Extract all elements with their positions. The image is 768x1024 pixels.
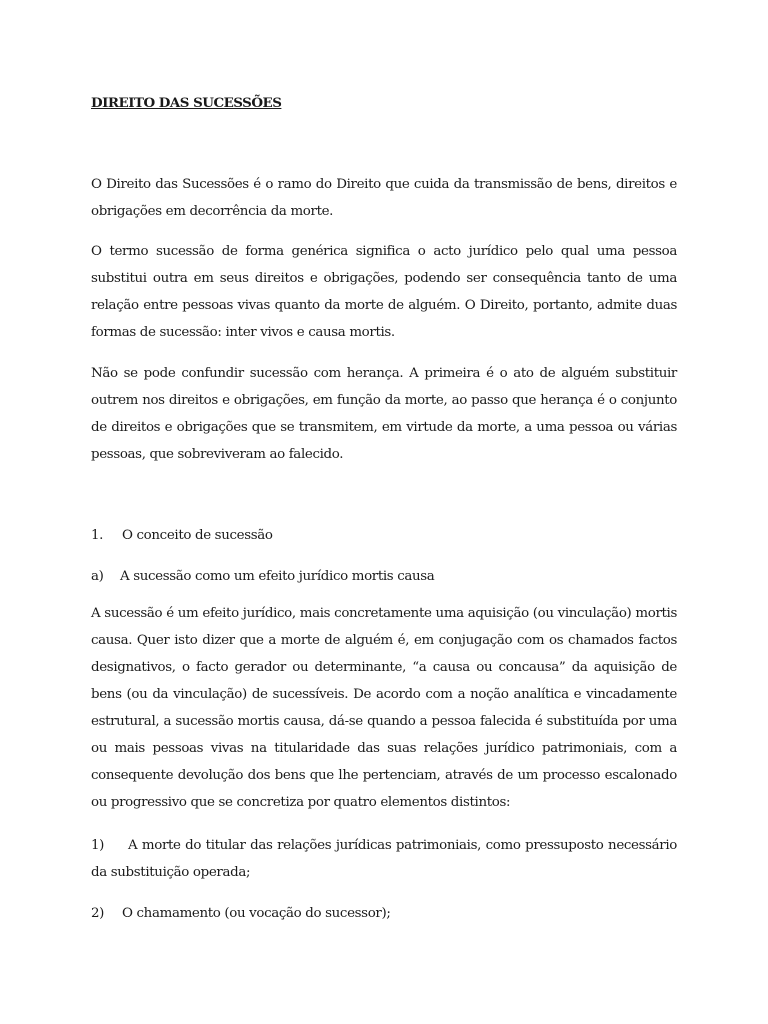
element-text: O chamamento (ou vocação do sucessor); (122, 906, 391, 921)
intro-paragraph: O Direito das Sucessões é o ramo do Direito que cuida da transmissão de bens, direitos e obrigações em decorrência da morte. (91, 177, 677, 219)
section-heading (91, 522, 677, 549)
succession-definition-paragraph: O termo sucessão de forma genérica significa o acto jurídico pelo qual uma pessoa substitui outra em seus direitos e obrigações, podendo ser consequência tanto de uma relação entre pessoas vivas quanto da morte de alguém. O Direito, portanto, admite duas formas de sucessão: inter vivos e causa mortis. (91, 244, 677, 340)
section-title: O conceito de sucessão (122, 528, 273, 543)
succession-vs-inheritance-paragraph: Não se pode confundir sucessão com herança. A primeira é o ato de alguém substituir outrem nos direitos e obrigações, em função da morte, ao passo que herança é o conjunto de direitos e obrigações que se transmitem, em virtude da morte, a uma pessoa ou várias pessoas, que sobreviveram ao falecido. (91, 366, 677, 462)
subsection-heading (91, 563, 677, 590)
element-number: 1) (91, 838, 105, 853)
subsection-number: a) (91, 569, 104, 584)
document-page (91, 0, 677, 1024)
legal-effect-paragraph: A sucessão é um efeito jurídico, mais concretamente uma aquisição (ou vinculação) mortis causa. Quer isto dizer que a morte de alguém é, em conjugação com os chamados factos designativos, o facto gerador ou determinante, “a causa ou concausa” da aquisição de bens (ou da vinculação) de sucessíveis. De acordo com a noção analítica e vincadamente estrutural, a sucessão mortis causa, dá-se quando a pessoa falecida é substituída por uma ou mais pessoas vivas na titularidade das suas relações jurídico patrimoniais, com a consequente devolução dos bens que lhe pertenciam, através de um processo escalonado ou progressivo que se concretiza por quatro elementos distintos: (91, 606, 677, 810)
element-number: 2) (91, 906, 105, 921)
element-text: A morte do titular das relações jurídicas patrimoniais, como pressuposto necessário da substituição operada; (91, 838, 677, 880)
element-list-item (91, 900, 677, 927)
element-list-item (91, 832, 677, 886)
section-number: 1. (91, 528, 104, 543)
subsection-title: A sucessão como um efeito jurídico mortis causa (120, 569, 435, 584)
document-title: DIREITO DAS SUCESSÕES (91, 95, 282, 111)
